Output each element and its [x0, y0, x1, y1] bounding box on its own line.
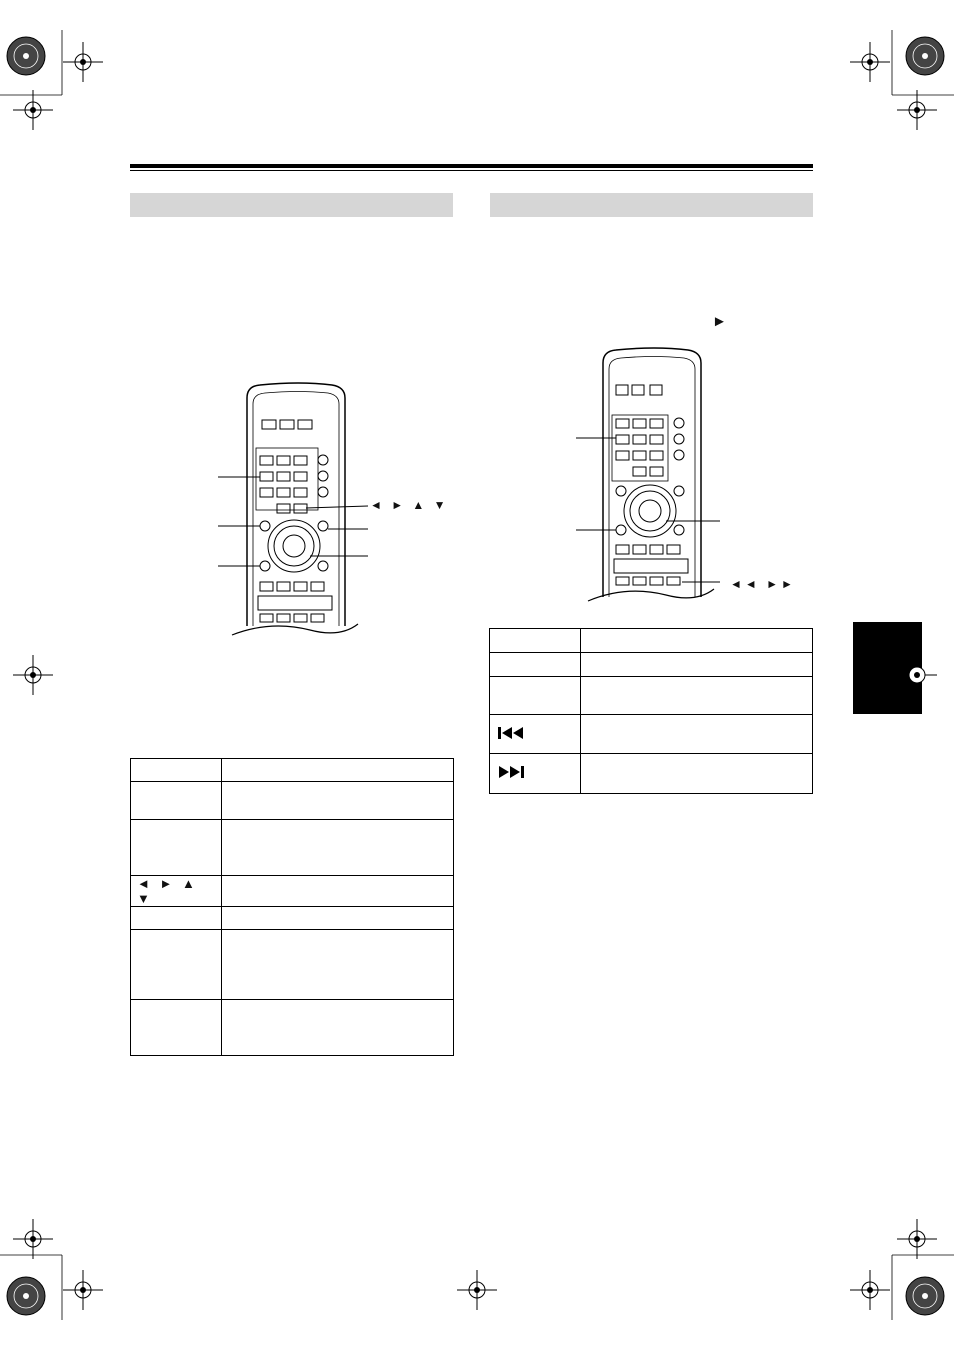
button-cell: ◄ ► ▲ ▼ — [131, 876, 222, 907]
direction-keys-callout: ◄ ► ▲ ▼ — [370, 498, 449, 512]
play-symbol: ► — [712, 313, 727, 330]
skip-keys-callout: ◄◄ ►► — [730, 577, 796, 591]
